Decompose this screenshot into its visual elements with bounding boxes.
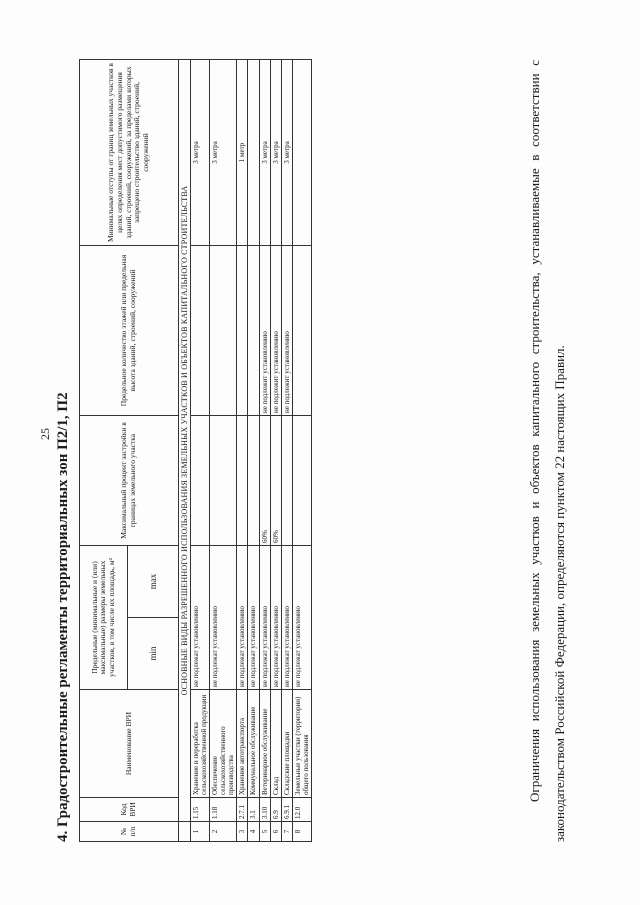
row-build-percent	[248, 416, 259, 546]
row-num: 5	[259, 822, 270, 842]
row-floors	[210, 246, 237, 416]
row-setback: 1 метр	[237, 60, 248, 246]
row-name: Коммунальное обслуживание	[248, 690, 259, 798]
header-code: Код ВРИ	[80, 798, 179, 822]
table-row	[292, 60, 311, 842]
row-num: 2	[210, 822, 237, 842]
table-row	[248, 60, 259, 842]
section-title: ОСНОВНЫЕ ВИДЫ РАЗРЕШЕННОГО ИСПОЛЬЗОВАНИЯ ЗЕМЕЛЬНЫХ УЧАСТКОВ И ОБЪЕКТОВ КАПИТАЛЬНОГО СТРОИТЕЛЬСТВА	[179, 60, 191, 822]
row-setback: 3 метра	[270, 60, 281, 246]
table-row	[259, 60, 270, 842]
row-build-percent	[281, 416, 292, 546]
row-setback	[292, 60, 311, 246]
row-name: Ветеринарное обслуживание	[259, 690, 270, 798]
row-size: не подлежат установлению	[248, 546, 259, 690]
row-name: Склад	[270, 690, 281, 798]
section-row	[179, 60, 191, 842]
header-build-percent: Максимальный процент застройки в границах земельного участка	[80, 416, 179, 546]
row-code: 3.10	[259, 798, 270, 822]
row-name: Хранение и переработка сельскохозяйственной продукции	[191, 690, 210, 798]
table-row	[210, 60, 237, 842]
row-floors: не подлежит установлению	[259, 246, 270, 416]
row-floors	[248, 246, 259, 416]
row-code: 6.9.1	[281, 798, 292, 822]
row-num: 3	[237, 822, 248, 842]
row-build-percent: 60%	[270, 416, 281, 546]
row-code: 1.18	[210, 798, 237, 822]
header-name: Наименование ВРИ	[80, 690, 179, 798]
row-floors	[237, 246, 248, 416]
regulations-table	[79, 59, 312, 842]
row-size: не подлежат установлению	[292, 546, 311, 690]
row-size: не подлежат установлению	[237, 546, 248, 690]
row-build-percent	[210, 416, 237, 546]
header-max: max	[128, 546, 179, 618]
row-name: Обеспечение сельскохозяйственного производства	[210, 690, 237, 798]
row-build-percent	[292, 416, 311, 546]
row-floors	[191, 246, 210, 416]
row-setback: 3 метра	[281, 60, 292, 246]
page-number: 25	[38, 428, 52, 440]
header-num: № п/п	[80, 822, 179, 842]
rotated-page-content	[55, 42, 615, 862]
table-row	[281, 60, 292, 842]
table-row	[191, 60, 210, 842]
row-code: 1.15	[191, 798, 210, 822]
row-code: 3.1	[248, 798, 259, 822]
header-floors: Предельное количество этажей или предельная высота зданий, строений, сооружений	[80, 246, 179, 416]
row-num: 1	[191, 822, 210, 842]
header-setbacks: Минимальные отступы от границ земельных участков в целях определения мест допустимого размещения зданий, строений, сооружений, за пределами которых запрещено строительство зданий, строений, сооружений	[80, 60, 179, 246]
header-min: min	[128, 618, 179, 690]
row-num: 4	[248, 822, 259, 842]
row-build-percent	[191, 416, 210, 546]
row-num: 7	[281, 822, 292, 842]
table-row	[270, 60, 281, 842]
row-code: 2.7.1	[237, 798, 248, 822]
row-floors	[292, 246, 311, 416]
row-setback: 3 метра	[191, 60, 210, 246]
row-name: Земельные участки (территории) общего пользования	[292, 690, 311, 798]
header-sizes: Предельные (минимальные и (или) максимальные) размеры земельных участков, в том числе их площадь, м²	[80, 546, 128, 690]
row-build-percent: 60%	[259, 416, 270, 546]
row-floors: не подлежит установлению	[281, 246, 292, 416]
row-setback: 3 метра	[210, 60, 237, 246]
row-size: не подлежат установлению	[270, 546, 281, 690]
row-setback	[248, 60, 259, 246]
row-size: не подлежат установлению	[281, 546, 292, 690]
row-setback: 3 метра	[259, 60, 270, 246]
footer-paragraph: Ограничения использования земельных участков и объектов капитального строительства, устанавливаемые в соответствии с законодательством Российской Федерации, определяются пунктом 22 настоящих Правил.	[527, 60, 567, 842]
row-code: 6.9	[270, 798, 281, 822]
row-build-percent	[237, 416, 248, 546]
row-floors: не подлежит установлению	[270, 246, 281, 416]
row-size: не подлежат установлению	[191, 546, 210, 690]
row-size: не подлежат установлению	[210, 546, 237, 690]
table-row	[237, 60, 248, 842]
row-num: 6	[270, 822, 281, 842]
row-size: не подлежат установлению	[259, 546, 270, 690]
row-num: 8	[292, 822, 311, 842]
row-name: Хранение автотранспорта	[237, 690, 248, 798]
row-name: Складские площадки	[281, 690, 292, 798]
document-title: 4. Градостроительные регламенты территориальных зон П2/1, П2	[55, 392, 71, 842]
row-code: 12.0	[292, 798, 311, 822]
